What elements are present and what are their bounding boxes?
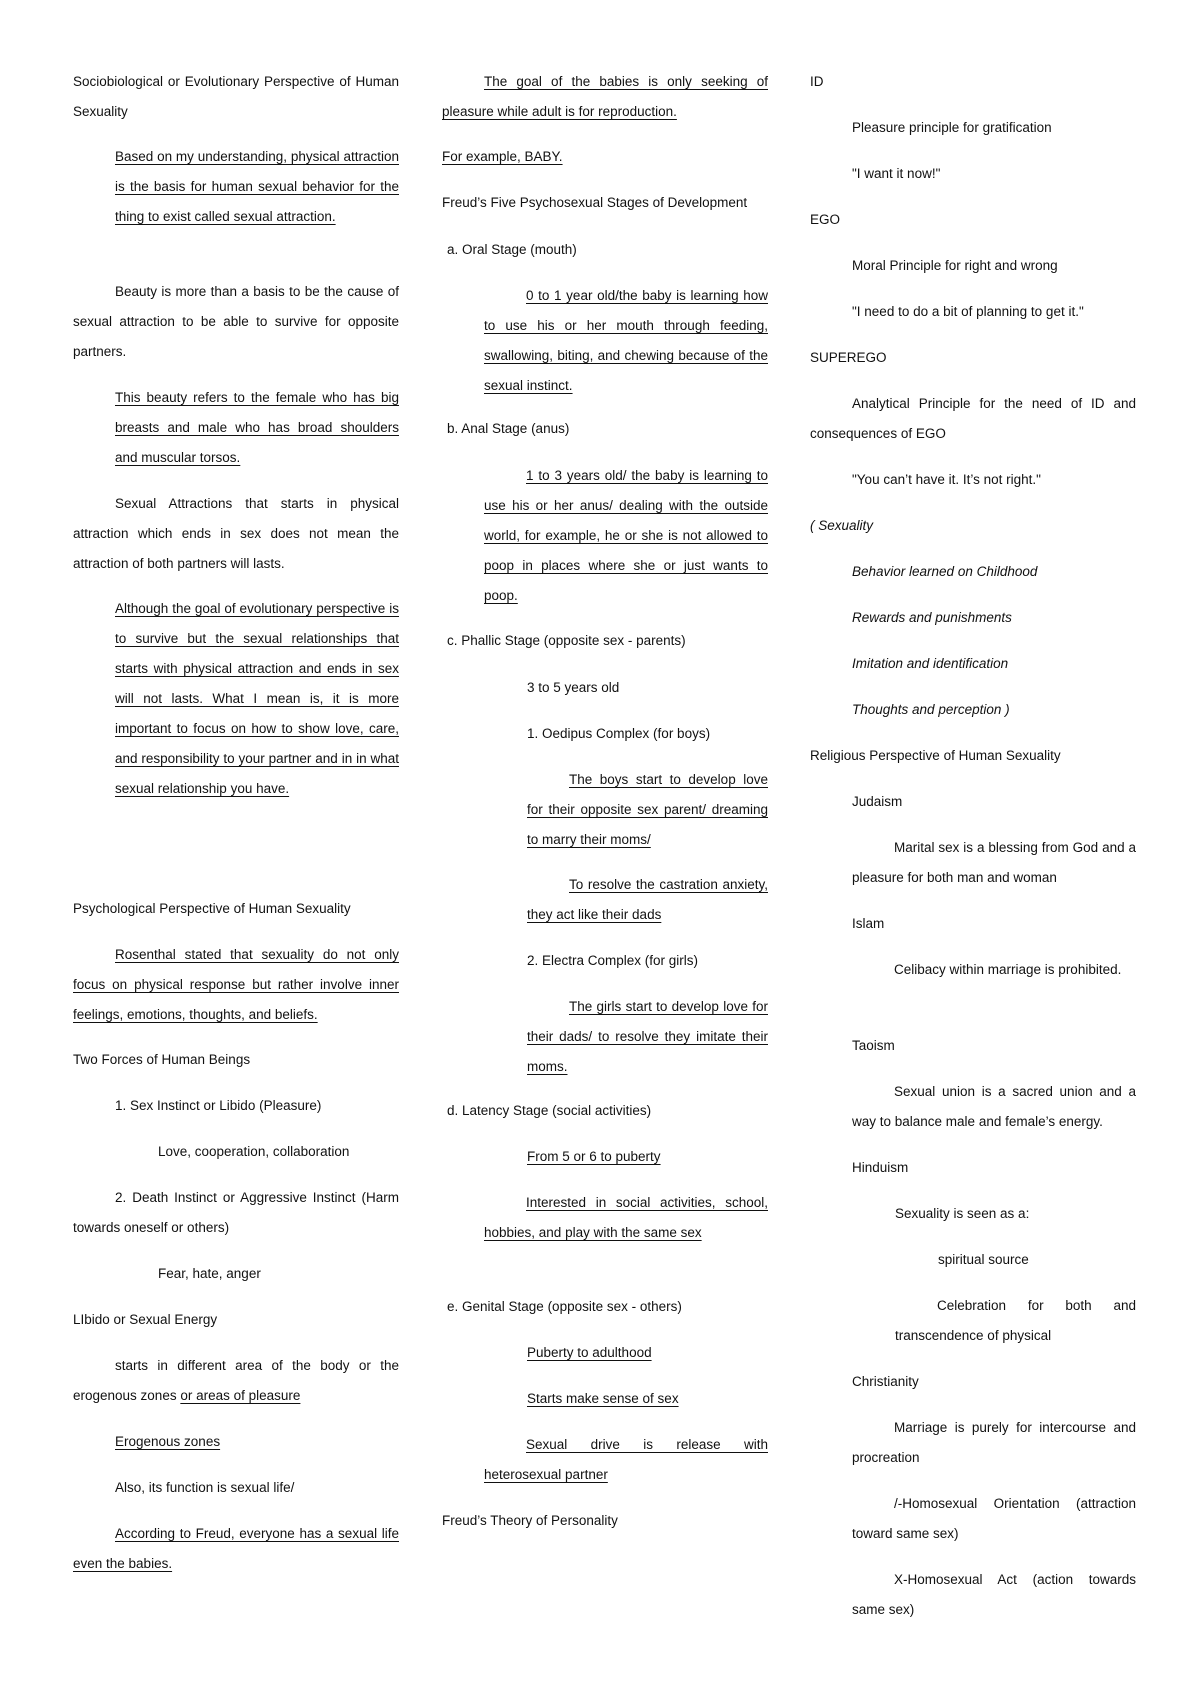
anal-stage-desc: 1 to 3 years old/ the baby is learning to use his or her anus/ dealing with the outside world, for example, he or she is not allowed to poop in places where she or just wants to poop. bbox=[484, 468, 768, 603]
force-1-desc: Love, cooperation, collaboration bbox=[158, 1144, 350, 1159]
hinduism-label: Hinduism bbox=[852, 1160, 909, 1175]
oedipus-complex: 1. Oedipus Complex (for boys) bbox=[527, 726, 711, 741]
evolutionary-heading: Sociobiological or Evolutionary Perspective of Human Sexuality bbox=[73, 74, 399, 119]
sexuality-item-2: Rewards and punishments bbox=[852, 610, 1012, 625]
sexuality-item-3: Imitation and identification bbox=[852, 656, 1009, 671]
sexuality-item-1: Behavior learned on Childhood bbox=[852, 564, 1038, 579]
oedipus-desc-2: To resolve the castration anxiety, they act like their dads bbox=[527, 877, 768, 922]
christianity-desc: Marriage is purely for intercourse and procreation bbox=[852, 1420, 1136, 1465]
taoism-label: Taoism bbox=[852, 1038, 895, 1053]
ego-quote: "I need to do a bit of planning to get it." bbox=[852, 304, 1084, 319]
two-forces-heading: Two Forces of Human Beings bbox=[73, 1052, 251, 1067]
electra-complex: 2. Electra Complex (for girls) bbox=[527, 953, 699, 968]
latency-desc: Interested in social activities, school, hobbies, and play with the same sex bbox=[484, 1195, 768, 1240]
force-1: 1. Sex Instinct or Libido (Pleasure) bbox=[115, 1098, 322, 1113]
force-2: 2. Death Instinct or Aggressive Instinct (Harm towards oneself or others) bbox=[73, 1190, 399, 1235]
hinduism-item-1: spiritual source bbox=[938, 1252, 1029, 1267]
judaism-label: Judaism bbox=[852, 794, 903, 809]
libido-heading: LIbido or Sexual Energy bbox=[73, 1312, 218, 1327]
evolutionary-paragraph-4: Sexual Attractions that starts in physical attraction which ends in sex does not mean the attraction of both partners will lasts. bbox=[73, 496, 399, 571]
superego-desc: Analytical Principle for the need of ID and consequences of EGO bbox=[810, 396, 1136, 441]
libido-paragraph bbox=[73, 1351, 399, 1411]
electra-desc: The girls start to develop love for their dads/ to resolve they imitate their moms. bbox=[527, 999, 768, 1074]
example-line: For example, BABY. bbox=[442, 149, 563, 164]
phallic-age: 3 to 5 years old bbox=[527, 680, 620, 695]
id-desc: Pleasure principle for gratification bbox=[852, 120, 1052, 135]
islam-label: Islam bbox=[852, 916, 885, 931]
evolutionary-paragraph-5: Although the goal of evolutionary perspective is to survive but the sexual relationships that starts with physical attraction and ends in sex will not lasts. What I mean is, it is more important to focus on how to show love, care, and responsibility to your partner and in in what sexual relationship you have. bbox=[115, 601, 399, 796]
islam-desc: Celibacy within marriage is prohibited. bbox=[894, 962, 1122, 977]
oral-stage-desc: 0 to 1 year old/the baby is learning how to use his or her mouth through feeding, swallowing, biting, and chewing because of the sexual instinct. bbox=[484, 288, 768, 393]
sexuality-item-4: Thoughts and perception ) bbox=[852, 702, 1010, 717]
freud-note: According to Freud, everyone has a sexual life even the babies. bbox=[73, 1526, 399, 1571]
force-2-desc: Fear, hate, anger bbox=[158, 1266, 261, 1281]
libido-text-underlined: or areas of pleasure bbox=[180, 1388, 301, 1403]
homosexual-orientation: /-Homosexual Orientation (attraction toward same sex) bbox=[852, 1496, 1136, 1541]
latency-stage: d. Latency Stage (social activities) bbox=[447, 1103, 652, 1118]
id-label: ID bbox=[810, 74, 824, 89]
libido-text: starts in different area of the body or the erogenous zones bbox=[73, 1358, 399, 1403]
ego-label: EGO bbox=[810, 212, 841, 227]
stages-heading: Freud’s Five Psychosexual Stages of Development bbox=[442, 195, 748, 210]
genital-age: Puberty to adulthood bbox=[527, 1345, 652, 1360]
id-quote: "I want it now!" bbox=[852, 166, 941, 181]
function-line: Also, its function is sexual life/ bbox=[115, 1480, 295, 1495]
sexuality-open: ( Sexuality bbox=[810, 518, 874, 533]
homosexual-act: X-Homosexual Act (action towards same sex) bbox=[852, 1572, 1136, 1617]
psychological-paragraph: Rosenthal stated that sexuality do not only focus on physical response but rather involve inner feelings, emotions, thoughts, and beliefs. bbox=[73, 947, 399, 1022]
christianity-label: Christianity bbox=[852, 1374, 919, 1389]
genital-desc-2: Sexual drive is release with heterosexual partner bbox=[484, 1437, 768, 1482]
superego-quote: "You can’t have it. It’s not right." bbox=[852, 472, 1041, 487]
erogenous-zones: Erogenous zones bbox=[115, 1434, 221, 1449]
superego-label: SUPEREGO bbox=[810, 350, 887, 365]
evolutionary-paragraph-1: Based on my understanding, physical attraction is the basis for human sexual behavior for the thing to exist called sexual attraction. bbox=[115, 149, 399, 224]
hinduism-item-2: Celebration for both and transcendence of physical bbox=[895, 1298, 1136, 1343]
goal-paragraph: The goal of the babies is only seeking of pleasure while adult is for reproduction. bbox=[442, 74, 768, 119]
taoism-desc: Sexual union is a sacred union and a way to balance male and female’s energy. bbox=[852, 1084, 1136, 1129]
anal-stage: b. Anal Stage (anus) bbox=[447, 421, 570, 436]
oedipus-desc-1: The boys start to develop love for their opposite sex parent/ dreaming to marry their moms/ bbox=[527, 772, 768, 847]
latency-age: From 5 or 6 to puberty bbox=[527, 1149, 661, 1164]
psychological-heading: Psychological Perspective of Human Sexuality bbox=[73, 901, 351, 916]
oral-stage: a. Oral Stage (mouth) bbox=[447, 242, 577, 257]
ego-desc: Moral Principle for right and wrong bbox=[852, 258, 1058, 273]
genital-desc-1: Starts make sense of sex bbox=[527, 1391, 679, 1406]
personality-heading: Freud’s Theory of Personality bbox=[442, 1513, 618, 1528]
religious-heading: Religious Perspective of Human Sexuality bbox=[810, 748, 1061, 763]
evolutionary-paragraph-3: This beauty refers to the female who has big breasts and male who has broad shoulders and muscular torsos. bbox=[115, 390, 399, 465]
judaism-desc: Marital sex is a blessing from God and a pleasure for both man and woman bbox=[852, 840, 1136, 885]
hinduism-desc: Sexuality is seen as a: bbox=[895, 1206, 1030, 1221]
phallic-stage: c. Phallic Stage (opposite sex - parents) bbox=[447, 633, 686, 648]
evolutionary-paragraph-2: Beauty is more than a basis to be the cause of sexual attraction to be able to survive for opposite partners. bbox=[73, 284, 399, 359]
genital-stage: e. Genital Stage (opposite sex - others) bbox=[447, 1299, 682, 1314]
